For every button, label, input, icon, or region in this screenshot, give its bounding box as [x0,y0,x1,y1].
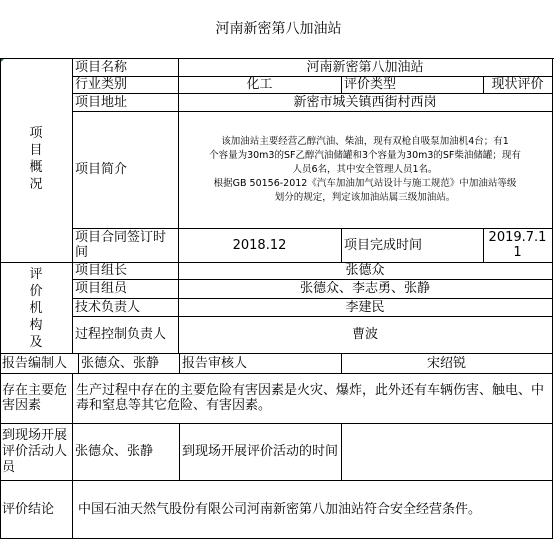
intro-line: 个容量为30m3的SF乙醇汽油储罐和3个容量为30m3的SF柴油储罐；现有 [209,149,521,161]
grid-line-h [72,228,553,229]
grid-line-v [178,59,179,354]
team-section-label [0,262,72,354]
grid-line-h [0,58,554,59]
finish-date-label: 项目完成时间 [344,237,423,253]
site-visit-people-value: 张德众、张静 [75,444,154,459]
site-visit-time-value [341,423,552,480]
overview-label-char: 况 [29,177,43,192]
finish-date-value: 2019.7.11 [488,230,547,260]
members-value: 张德众、李志勇、张静 [299,281,430,296]
hazards-label: 存在主要危害因素 [2,383,68,413]
report-writer-value: 张德众、张静 [81,356,160,371]
project-name-label: 项目名称 [75,60,128,75]
intro-line: 该加油站主要经营乙醇汽油、柴油，现有双枪自吸泵加油机4台；有1 [221,135,509,147]
team-label-char: 机 [29,300,43,316]
grid-line-v [483,76,484,94]
overview-label-char: 项 [29,126,43,141]
grid-line-v [72,373,73,539]
grid-line-h [72,111,553,112]
conclusion-label: 评价结论 [2,501,55,517]
grid-line-v [341,423,342,481]
grid-line-h [72,279,553,280]
sign-date-label: 项目合同签订时间 [75,230,167,260]
grid-line-v [179,353,180,374]
report-reviewer-value: 宋绍锐 [426,356,466,371]
intro-label: 项目简介 [75,162,128,177]
site-visit-people-label: 到现场开展评价活动人员 [2,427,68,475]
process-lead-value: 曹波 [351,326,378,342]
address-label: 项目地址 [75,94,128,110]
intro-line: 划分的规定，判定该加油站属三级加油站。 [274,191,456,203]
grid-line-h [72,298,553,299]
grid-line-v [552,58,553,539]
grid-line-h [0,262,553,263]
team-label-char: 评 [29,266,43,282]
report-writer-label: 报告编制人 [2,356,68,371]
conclusion-value: 中国石油天然气股份有限公司河南新密第八加油站符合安全经营条件。 [78,501,482,517]
industry-label: 行业类别 [75,77,128,92]
address-value: 新密市城关镇西街村西岗 [293,94,437,110]
leader-label: 项目组长 [75,263,128,278]
grid-line-v [341,76,342,94]
hazards-value: 生产过程中存在的主要危险有害因素是火灾、爆炸，此外还有车辆伤害、触电、中毒和窒息等其它危险、有害因素。 [76,383,545,413]
grid-line-v [179,423,180,481]
tech-lead-value: 李建民 [345,299,385,315]
team-label-char: 构 [29,317,43,333]
grid-line-v [78,353,79,374]
overview-label-char: 目 [29,143,43,158]
tech-lead-label: 技术负责人 [75,299,141,315]
eval-type-label: 评价类型 [344,77,397,92]
grid-line-h [0,538,553,539]
intro-text [178,111,552,228]
overview-label-char: 概 [29,160,43,175]
process-lead-label: 过程控制负责人 [75,326,167,342]
team-label-char: 价 [29,283,43,299]
grid-line-v [0,58,1,539]
grid-line-v [72,59,73,354]
members-label: 项目组员 [75,281,128,296]
site-visit-time-label: 到现场开展评价活动的时间 [182,444,339,459]
grid-line-h [72,76,553,77]
project-name-value: 河南新密第八加油站 [306,60,424,75]
grid-line-h [72,316,553,317]
grid-line-h [0,373,553,374]
intro-line: 根据GB 50156-2012《汽车加油加气站设计与施工规范》中加油站等级 [213,177,517,189]
industry-value: 化工 [246,77,273,92]
grid-line-h [0,480,553,481]
leader-value: 张德众 [345,263,385,278]
grid-line-v [341,228,342,263]
intro-line: 人员6名，其中安全管理人员1名。 [292,163,438,175]
grid-line-h [0,423,553,424]
grid-line-v [341,353,342,374]
grid-line-v [483,228,484,263]
overview-section-label [0,59,72,259]
grid-line-h [72,93,553,94]
sign-date-value: 2018.12 [232,237,287,253]
report-reviewer-label: 报告审核人 [182,356,248,371]
team-label-char: 及 [29,334,43,350]
eval-type-value: 现状评价 [491,77,544,92]
grid-line-h [0,353,553,354]
document-title: 河南新密第八加油站 [215,20,342,37]
